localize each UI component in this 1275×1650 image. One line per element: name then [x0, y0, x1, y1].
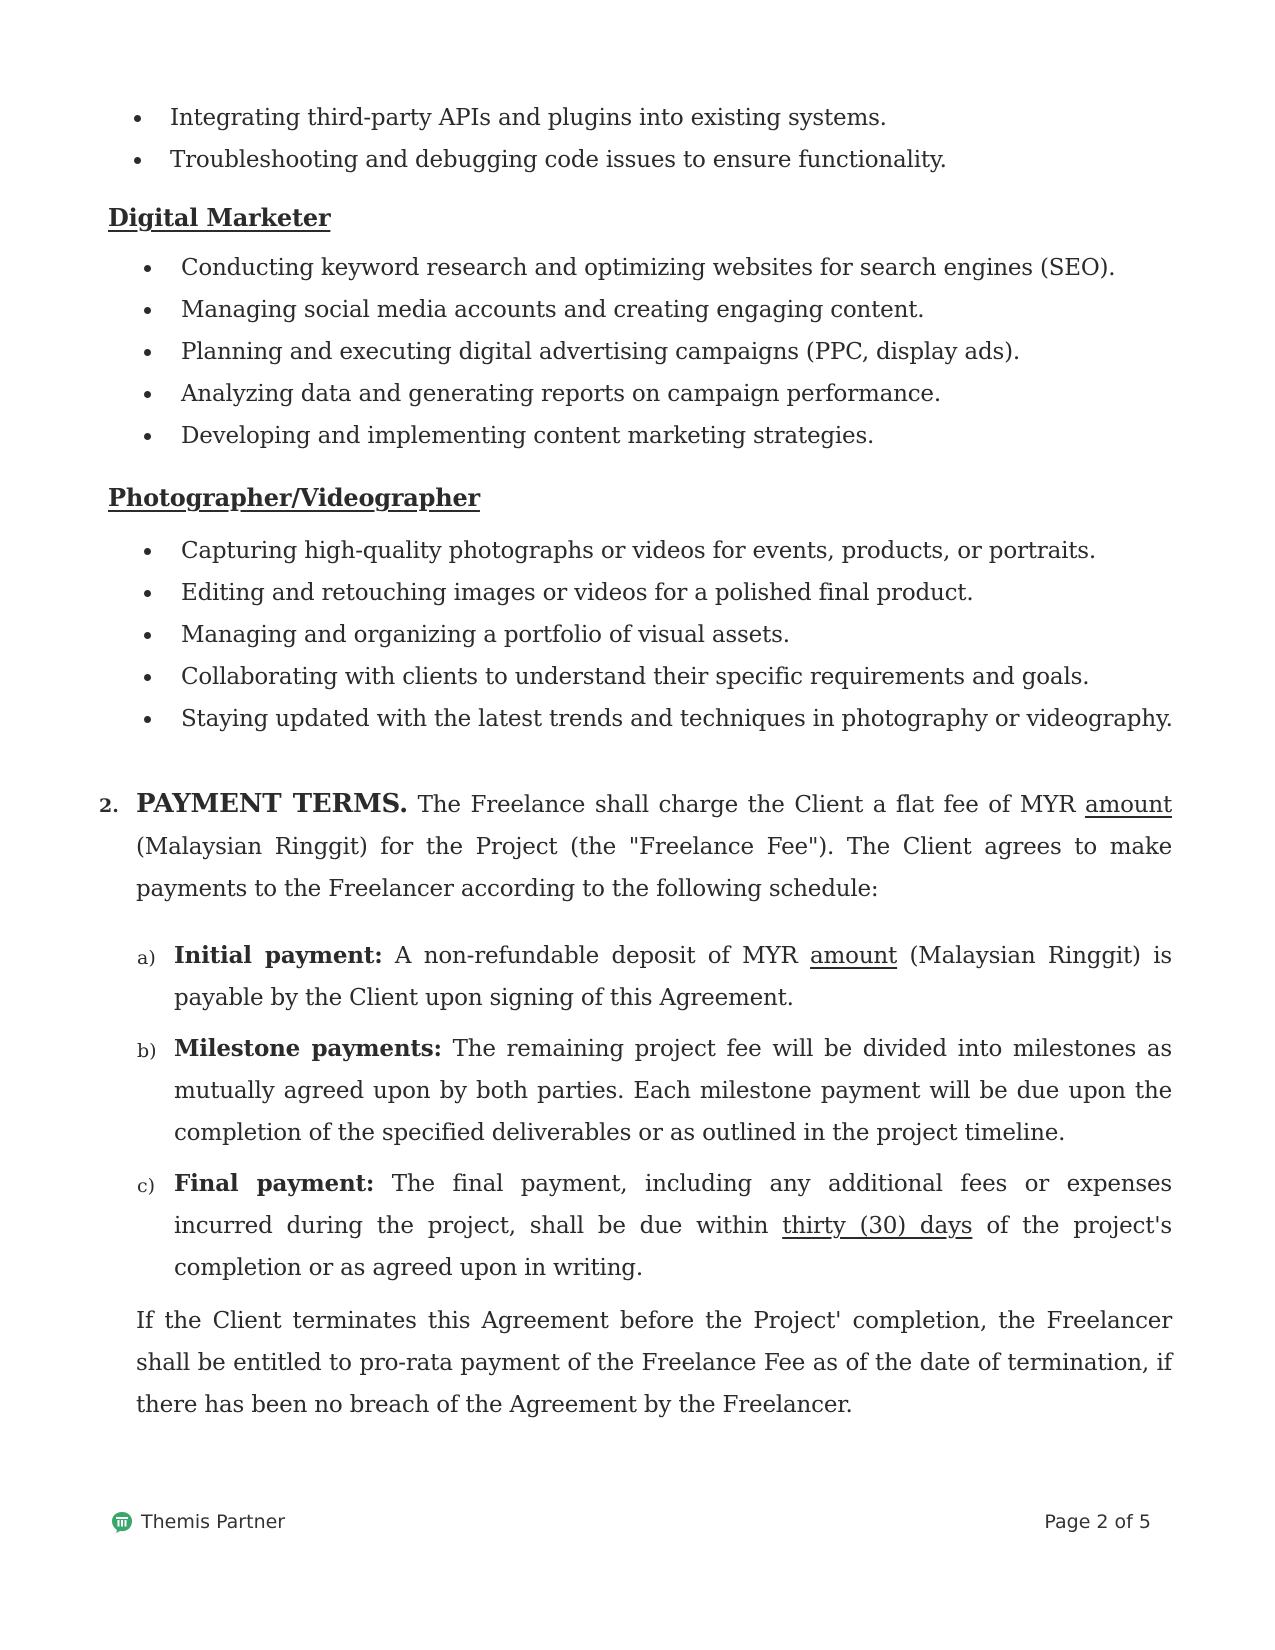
developer-duties-list [134, 97, 947, 181]
termination-paragraph: If the Client terminates this Agreement before the Project' completion, the Freelancer shall be entitled to pro-rata payment of the Freelance Fee as of the date of termination, if there has been no breach of the Agreement by the Freelancer. [136, 1308, 1172, 1418]
page-number: Page 2 of 5 [1044, 1511, 1151, 1533]
list-item: Collaborating with clients to understand their specific requirements and goals. [144, 656, 1173, 698]
final-payment-item: Final payment: The final payment, including any additional fees or expenses incurred during the project, shall be due within thirty (30) days of the project's completion or as agreed upon in writing. [174, 1170, 1172, 1281]
list-item: Integrating third-party APIs and plugins into existing systems. [134, 97, 947, 139]
list-item: Staying updated with the latest trends and techniques in photography or videography. [144, 698, 1173, 740]
list-item: Planning and executing digital advertising campaigns (PPC, display ads). [144, 331, 1115, 373]
list-item: Editing and retouching images or videos for a polished final product. [144, 572, 1173, 614]
milestone-payments-item: Milestone payments: The remaining project fee will be divided into milestones as mutually agreed upon by both parties. Each milestone payment will be due upon the completion of the specified deliverables or as outlined in the project timeline. [174, 1035, 1172, 1146]
list-item: Troubleshooting and debugging code issues to ensure functionality. [134, 139, 947, 181]
amount-placeholder: amount [1084, 792, 1172, 818]
section-heading-digital-marketer: Digital Marketer [108, 203, 331, 232]
list-item: Managing and organizing a portfolio of visual assets. [144, 614, 1173, 656]
initial-payment-item: Initial payment: A non-refundable deposit of MYR amount (Malaysian Ringgit) is payable by the Client upon signing of this Agreement. [174, 942, 1172, 1011]
digital-marketer-list [144, 247, 1115, 457]
list-item: Managing social media accounts and creating engaging content. [144, 289, 1115, 331]
sub-item-letter: a) [137, 947, 156, 969]
list-item: Developing and implementing content marketing strategies. [144, 415, 1115, 457]
footer-brand [110, 1510, 285, 1534]
amount-placeholder: amount [810, 943, 898, 969]
themis-pillar-icon [110, 1510, 134, 1534]
list-item: Conducting keyword research and optimizing websites for search engines (SEO). [144, 247, 1115, 289]
list-item: Capturing high-quality photographs or videos for events, products, or portraits. [144, 530, 1173, 572]
sub-item-label: Milestone payments: [174, 1035, 442, 1062]
brand-name: Themis Partner [141, 1511, 286, 1533]
section-heading-photographer: Photographer/Videographer [108, 483, 480, 512]
deadline-text: thirty (30) days [782, 1213, 973, 1239]
clause-number: 2. [99, 795, 119, 817]
sub-item-label: Final payment: [174, 1170, 375, 1197]
clause-title: PAYMENT TERMS. [136, 789, 409, 819]
photographer-list [144, 530, 1173, 740]
payment-terms-clause: PAYMENT TERMS. The Freelance shall charge the Client a flat fee of MYR amount (Malaysian Ringgit) for the Project (the "Freelance Fee"). The Client agrees to make payments to the Freelancer according to the following schedule: [136, 789, 1172, 902]
sub-item-label: Initial payment: [174, 942, 383, 969]
sub-item-letter: c) [137, 1175, 156, 1197]
sub-item-letter: b) [137, 1040, 157, 1062]
list-item: Analyzing data and generating reports on campaign performance. [144, 373, 1115, 415]
